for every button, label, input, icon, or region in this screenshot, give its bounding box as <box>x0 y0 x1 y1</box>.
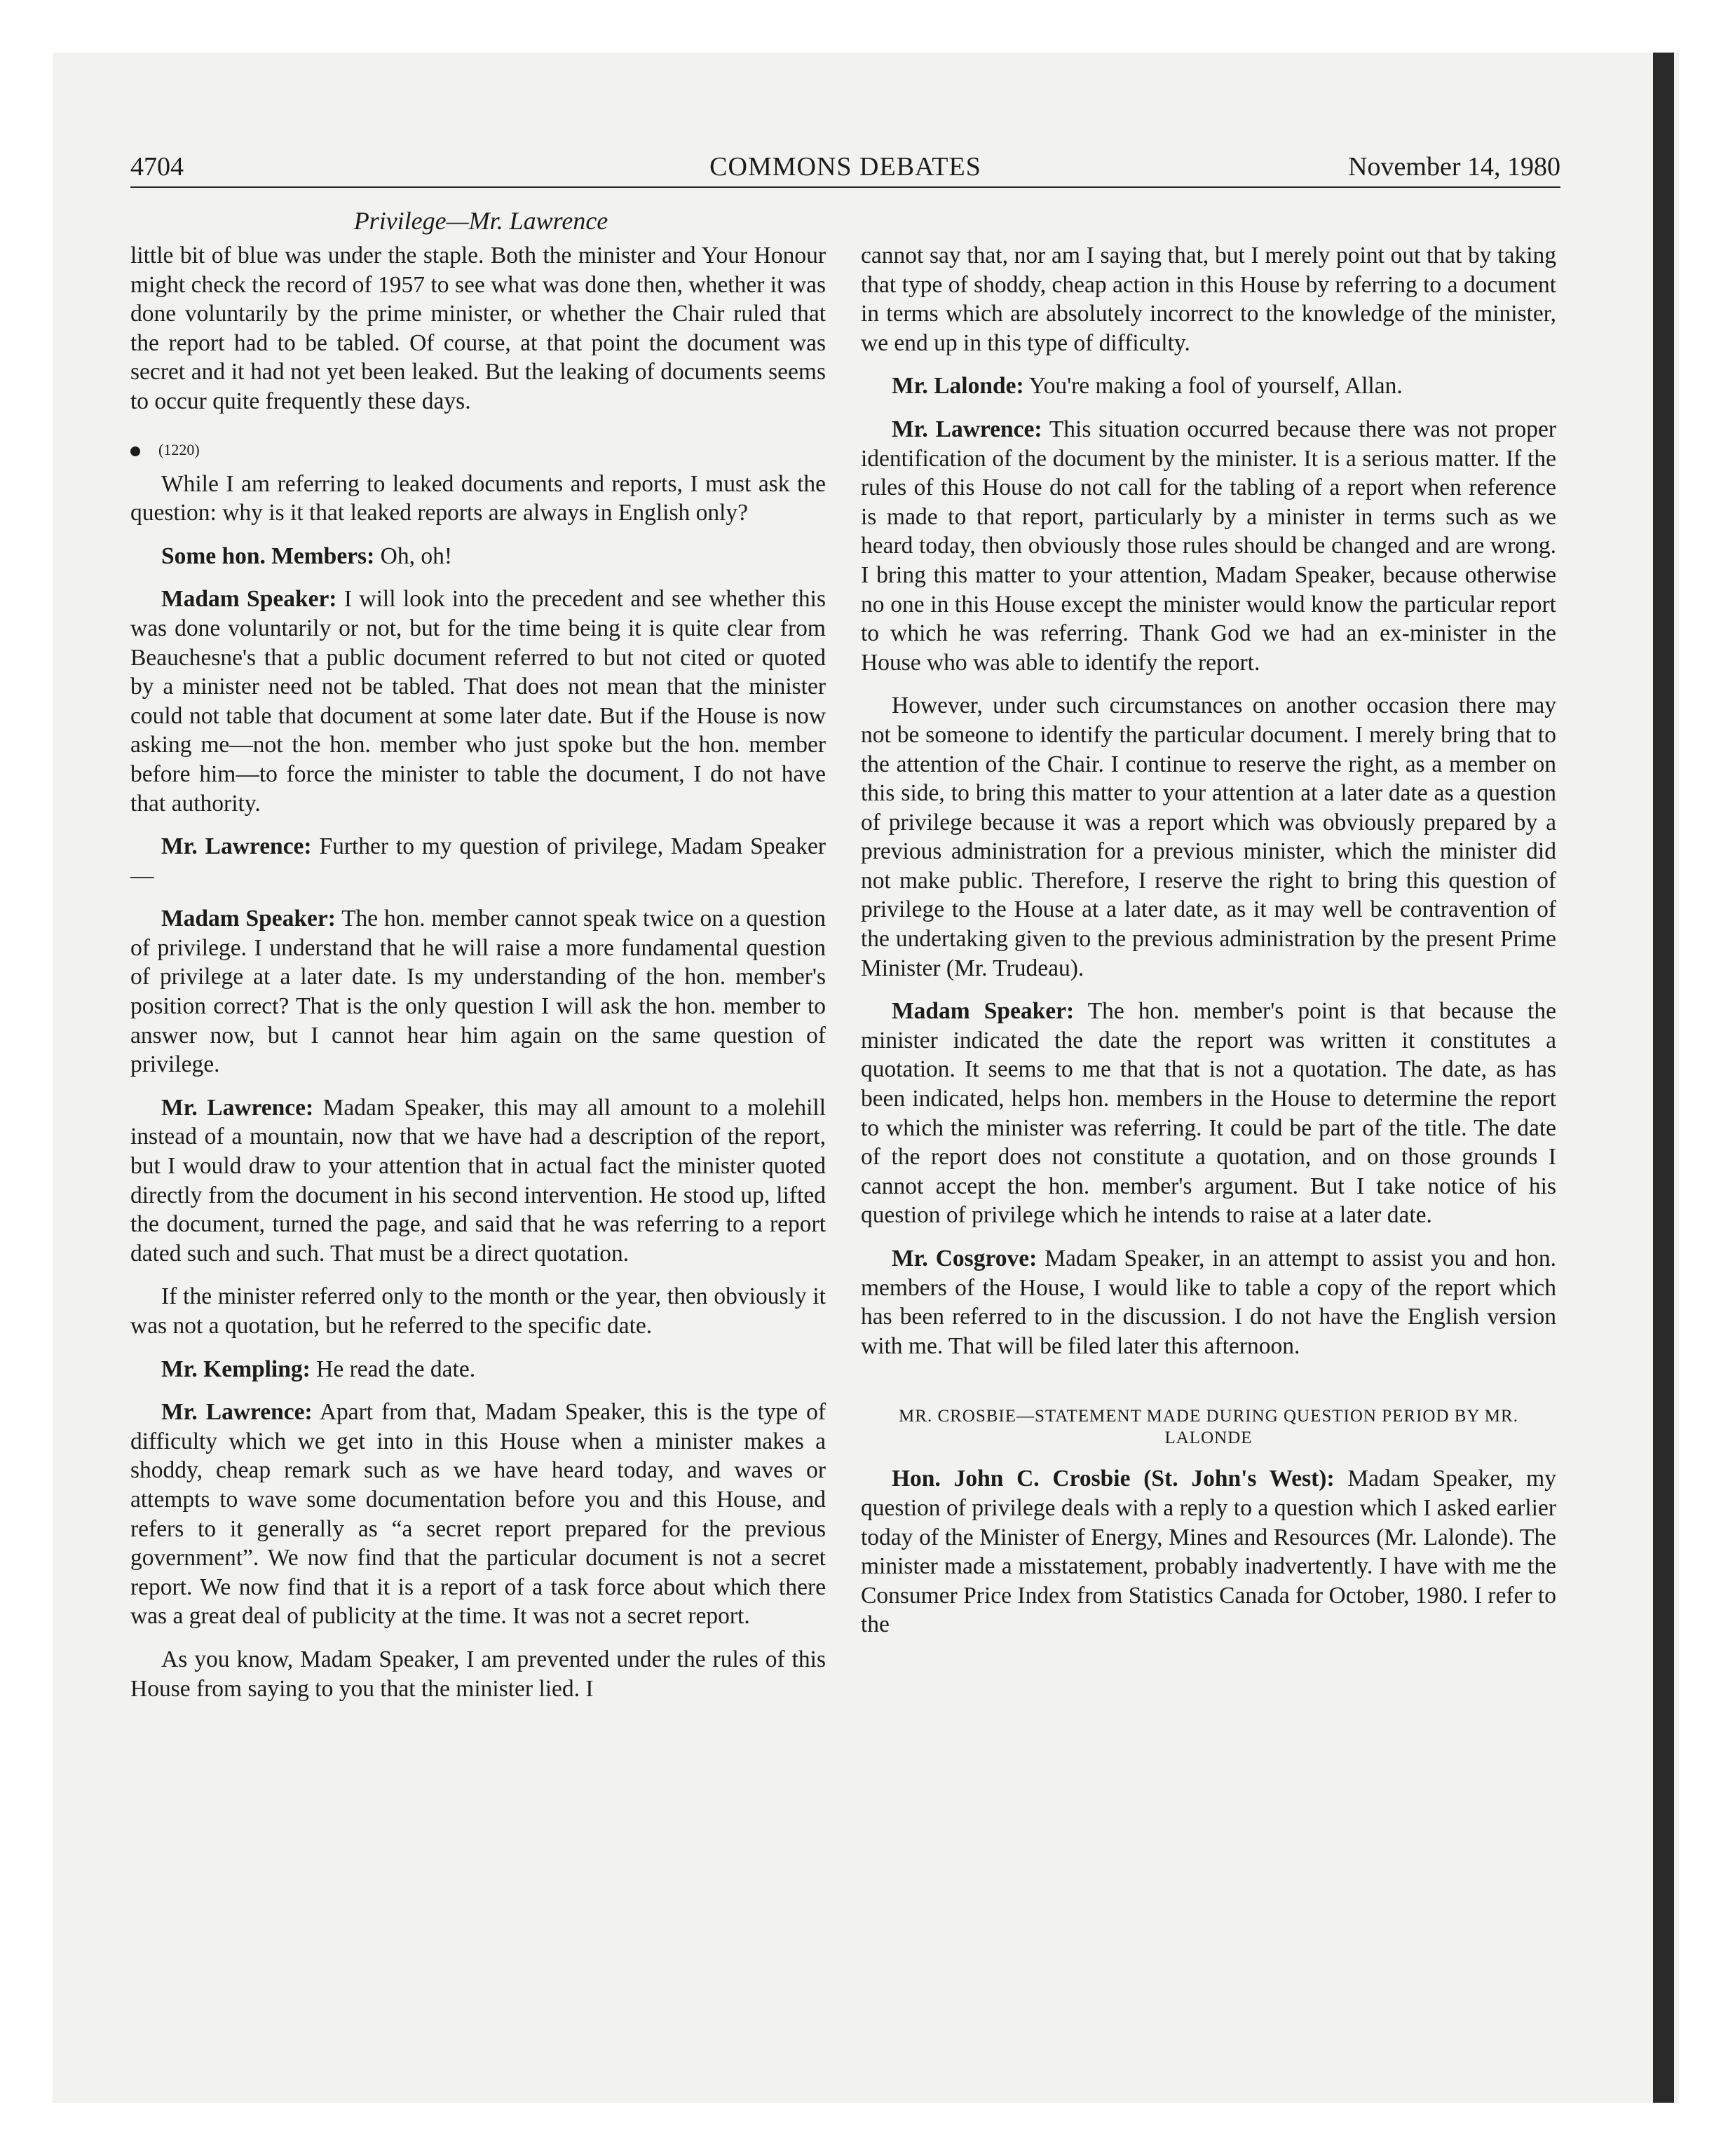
section-heading: MR. CROSBIE—STATEMENT MADE DURING QUESTION PERIOD BY MR. LALONDE <box>899 1407 1518 1448</box>
timestamp: (1220) <box>158 440 200 458</box>
speech-paragraph <box>861 1464 1556 1639</box>
left-column <box>130 241 826 1717</box>
publication-title: COMMONS DEBATES <box>709 152 981 182</box>
paragraph: cannot say that, nor am I saying that, but I merely point out that by taking that type of shoddy, cheap action in this House by referring to a document in terms which are absolutely incorrect to the knowledge of the minister, we end up in this type of difficulty. <box>861 243 1556 356</box>
speaker-name: Some hon. Members: <box>161 543 375 569</box>
right-column <box>861 241 1556 1653</box>
speech-paragraph <box>130 1398 826 1631</box>
paragraph: While I am referring to leaked documents and reports, I must ask the question: why is it that leaked reports are always in English only? <box>130 470 826 526</box>
scan-edge-bar <box>1653 53 1674 2103</box>
page-header <box>130 147 1560 188</box>
speech-text: This situation occurred because there was not proper identification of the document by the minister. It is a serious matter. If the rules of this House do not call for the tabling of a report when reference is made to that report, particularly by a minister in terms such as we heard today, then obviously those rules should be changed and are wrong. I bring this matter to your attention, Madam Speaker, because otherwise no one in this House except the minister would know the particular report to which he was referring. Thank God we had an ex-minister in the House who was able to identify the report. <box>861 416 1556 676</box>
paragraph: If the minister referred only to the month or the year, then obviously it was not a quotation, but he referred to the specific date. <box>130 1283 826 1339</box>
speech-paragraph <box>130 542 826 571</box>
speaker-name: Hon. John C. Crosbie (St. John's West): <box>892 1466 1335 1492</box>
speech-text: Madam Speaker, this may all amount to a molehill instead of a mountain, now that we have had a description of the report, but I would draw to your attention that in actual fact the minister quoted directly from the document in his second intervention. He stood up, lifted the document, turned the page, and said that he was referring to a report dated such and such. That must be a direct quotation. <box>130 1094 826 1267</box>
speech-paragraph <box>130 832 826 890</box>
speech-paragraph <box>130 1093 826 1269</box>
speaker-name: Madam Speaker: <box>892 998 1075 1025</box>
paragraph: However, under such circumstances on another occasion there may not be someone to identify the particular document. I merely bring that to the attention of the Chair. I continue to reserve the right, as a member on this side, to bring this matter to your attention at a later date as a question of privilege because it was a report which was obviously prepared by a previous administration for a previous minister, which the minister did not make public. Therefore, I reserve the right to bring this question of privilege to the House at a later date, as it may well be contravention of the undertaking given to the previous administration by the present Prime Minister (Mr. Trudeau). <box>861 692 1556 981</box>
speech-text: Further to my question of privilege, Madam Speaker— <box>130 833 826 889</box>
speech-text: Madam Speaker, in an attempt to assist you and hon. members of the House, I would like to table a copy of the report which has been referred to in the discussion. I do not have the English version with me. That will be filed later this afternoon. <box>861 1246 1556 1359</box>
speech-text: The hon. member's point is that because the minister indicated the date the report was written it constitutes a quotation. It seems to me that that is not a quotation. The date, as has been indicated, helps hon. members in the House to determine the report to which the minister was referring. It could be part of the title. The date of the report does not constitute a quotation, and on those grounds I cannot accept the hon. member's argument. But I take notice of his question of privilege which he intends to raise at a later date. <box>861 998 1557 1229</box>
speech-text: The hon. member cannot speak twice on a question of privilege. I understand that he will raise a more fundamental question of privilege at a later date. Is my understanding of the hon. member's position correct? That is the only question I will ask the hon. member to answer now, but I cannot hear him again on the same question of privilege. <box>130 906 826 1078</box>
speaker-name: Mr. Lawrence: <box>161 1094 314 1121</box>
subject-heading: Privilege—Mr. Lawrence <box>353 207 608 235</box>
speech-text: Oh, oh! <box>380 543 452 569</box>
speech-paragraph <box>861 371 1556 401</box>
speaker-name: Madam Speaker: <box>161 906 336 932</box>
speech-paragraph <box>861 415 1556 677</box>
timestamp-marker <box>130 436 826 464</box>
speech-text: I will look into the precedent and see whether this was done voluntarily or not, but for the time being it is quite clear from Beauchesne's that a public document referred to but not cited or quoted by a minister need not be tabled. That does not mean that the minister could not table that document at some later date. But if the House is now asking me—not the hon. member who just spoke but the hon. member before him—to force the minister to table the document, I do not have that authority. <box>130 586 826 817</box>
speech-paragraph <box>861 997 1556 1230</box>
speaker-name: Madam Speaker: <box>161 586 337 613</box>
speaker-name: Mr. Lawrence: <box>892 416 1042 442</box>
speech-paragraph <box>130 585 826 818</box>
speaker-name: Mr. Lalonde: <box>892 373 1024 400</box>
paragraph: little bit of blue was under the staple. Both the minister and Your Honour might check the record of 1957 to see what was done then, whether it was done voluntarily by the prime minister, or whether the Chair ruled that the report had to be tabled. Of course, at that point the document was secret and it had not yet been leaked. But the leaking of documents seems to occur quite frequently these days. <box>130 243 826 414</box>
speech-text: He read the date. <box>316 1356 476 1382</box>
speaker-name: Mr. Kempling: <box>161 1356 311 1382</box>
publication-date: November 14, 1980 <box>1348 152 1560 182</box>
speech-text: You're making a fool of yourself, Allan. <box>1028 373 1403 400</box>
speaker-name: Mr. Lawrence: <box>161 1399 313 1426</box>
bullet-dot-icon <box>130 446 140 456</box>
paragraph: As you know, Madam Speaker, I am prevented under the rules of this House from saying to you that the minister lied. I <box>130 1646 826 1702</box>
speech-paragraph <box>130 904 826 1079</box>
page-number: 4704 <box>130 152 184 182</box>
speech-text: Madam Speaker, my question of privilege deals with a reply to a question which I asked earlier today of the Minister of Energy, Mines and Resources (Mr. Lalonde). The minister made a misstatement, probably inadvertently. I have with me the Consumer Price Index from Statistics Canada for October, 1980. I refer to the <box>861 1466 1556 1638</box>
speech-text: Apart from that, Madam Speaker, this is the type of difficulty which we get into in this House when a minister makes a shoddy, cheap remark such as we have heard today, and waves or attempts to wave some documentation before you and this House, and refers to it generally as “a secret report prepared for the previous government”. We now find that the particular document is not a secret report. We now find that it is a report of a task force about which there was a great deal of publicity at the time. It was not a secret report. <box>130 1399 826 1630</box>
speech-paragraph <box>130 1355 826 1384</box>
speaker-name: Mr. Cosgrove: <box>892 1246 1037 1271</box>
speech-paragraph <box>861 1244 1556 1360</box>
speaker-name: Mr. Lawrence: <box>161 833 312 860</box>
